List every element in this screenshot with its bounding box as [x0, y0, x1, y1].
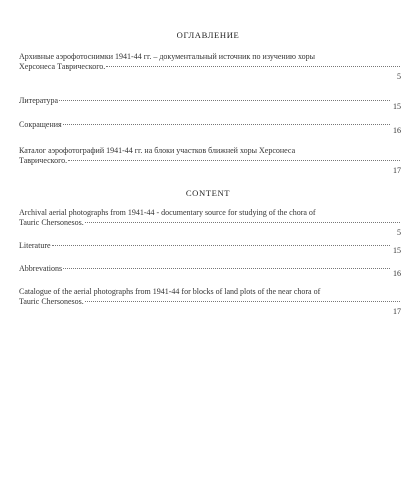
- toc-entry-title: Abbrevations: [19, 264, 63, 273]
- toc-entry-title-line1: Архивные аэрофотоснимки 1941-44 гг. – документальный источник по изучению хоры: [19, 52, 316, 61]
- toc-entry-title-line1: Каталог аэрофотографий 1941-44 гг. на блоки участков ближней хоры Херсонеса: [19, 146, 296, 155]
- toc-entry-page: 15: [393, 102, 401, 111]
- toc-entry: [19, 146, 401, 176]
- leader-dots: [106, 66, 400, 67]
- leader-dots: [85, 301, 400, 302]
- toc-entry-page: 16: [393, 269, 401, 278]
- toc-entry-title-line2: Tauric Chersonesos.: [19, 297, 84, 306]
- toc-entry-page: 5: [397, 72, 401, 81]
- toc-entry-title: Сокращения: [19, 120, 62, 129]
- toc-entry: [19, 287, 401, 317]
- toc-entry-page: 16: [393, 126, 401, 135]
- leader-dots: [63, 268, 390, 269]
- toc-entry-page: 15: [393, 246, 401, 255]
- toc-entry-title: Литература: [19, 96, 59, 105]
- leader-dots: [68, 160, 400, 161]
- toc-entry-page: 5: [397, 228, 401, 237]
- leader-dots: [52, 245, 390, 246]
- toc-entry-title-line1: Archival aerial photographs from 1941-44 - documentary source for studying of the chora of: [19, 208, 316, 217]
- toc-entry: [19, 241, 401, 255]
- leader-dots: [85, 222, 400, 223]
- toc-entry-title: Literature: [19, 241, 51, 250]
- leader-dots: [63, 124, 390, 125]
- toc-entry-title-line1: Catalogue of the aerial photographs from 1941-44 for blocks of land plots of the near chora of: [19, 287, 321, 296]
- contents-heading-en: CONTENT: [185, 188, 231, 198]
- toc-entry-title-line2: Таврического.: [19, 156, 68, 165]
- toc-entry-title-line2: Tauric Chersonesos.: [19, 218, 84, 227]
- toc-entry-title-line2: Херсонеса Таврического.: [19, 62, 106, 71]
- toc-entry-page: 17: [393, 307, 401, 316]
- toc-entry: [19, 96, 401, 111]
- contents-heading-ru: ОГЛАВЛЕНИЕ: [176, 30, 240, 40]
- toc-entry-page: 17: [393, 166, 401, 175]
- toc-entry: [19, 208, 401, 238]
- toc-entry: [19, 52, 401, 82]
- leader-dots: [59, 100, 390, 101]
- toc-entry: [19, 264, 401, 278]
- toc-entry: [19, 120, 401, 135]
